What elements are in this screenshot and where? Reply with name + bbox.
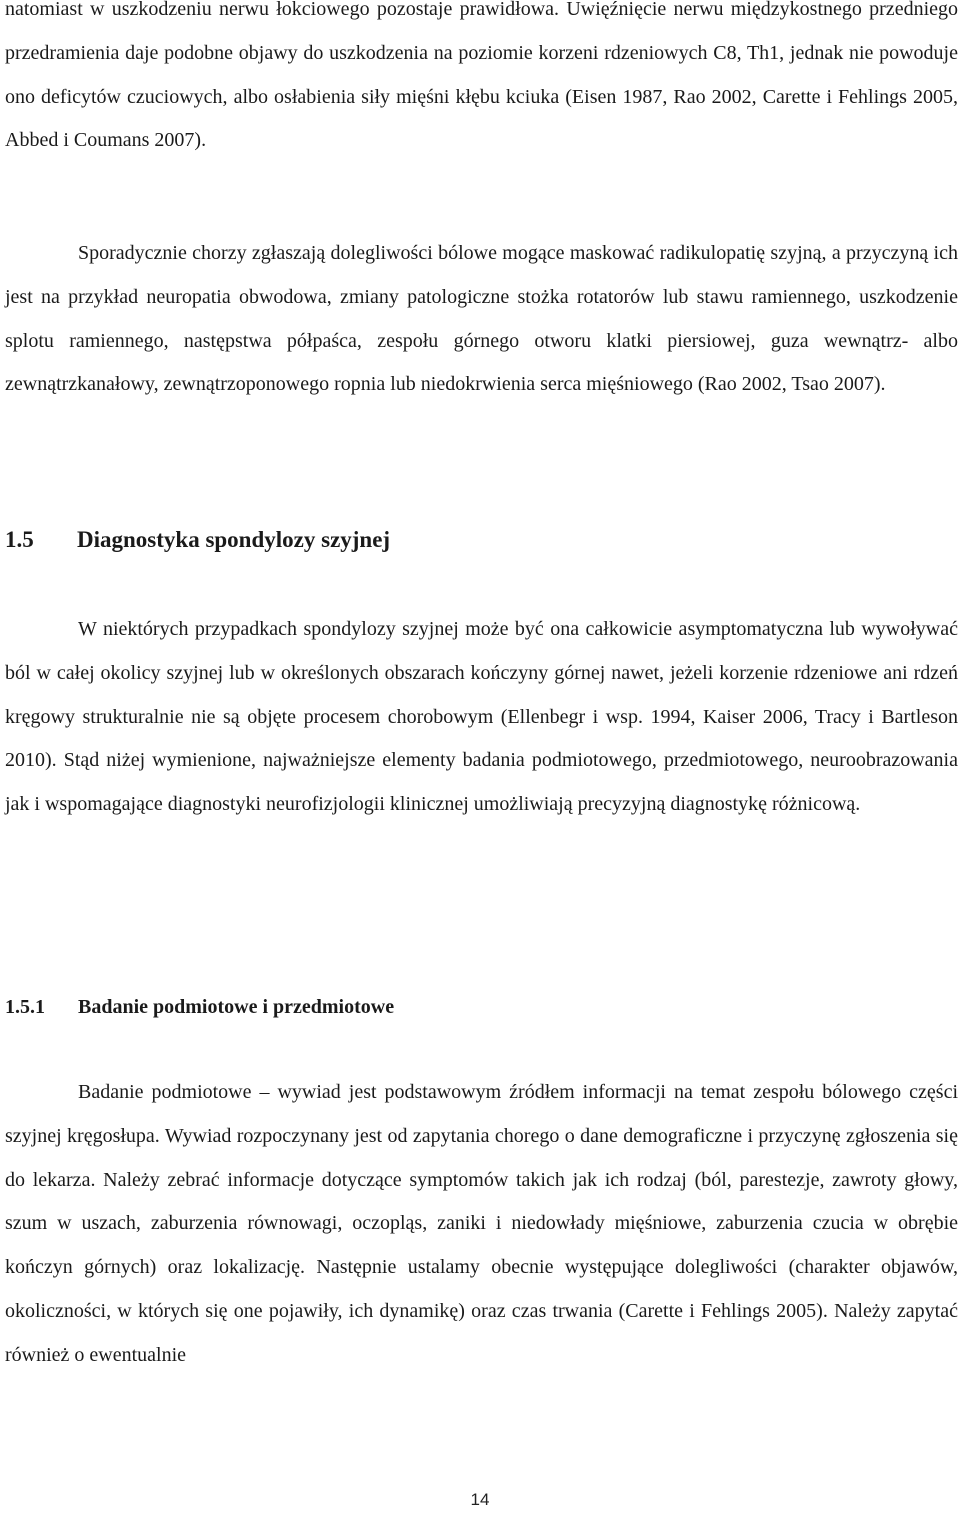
subsection-number: 1.5.1: [5, 996, 45, 1018]
subsection-heading: [5, 996, 394, 1019]
page-number: 14: [470, 1490, 490, 1509]
paragraph-diagnostics: W niektórych przypadkach spondylozy szyjnej może być ona całkowicie asymptomatyczna lub wywoływać ból w całej okolicy szyjnej lub w określonych obszarach kończyny górnej nawet, jeżeli korzenie rdzeniowe ani rdzeń kręgowy strukturalnie nie są objęte procesem chorobowym (Ellenbegr i wsp. 1994, Kaiser 2006, Tracy i Bartleson 2010). Stąd niżej wymienione, najważniejsze elementy badania podmiotowego, przedmiotowego, neuroobrazowania jak i wspomagające diagnostyki neurofizjologii klinicznej umożliwiają precyzyjną diagnostykę różnicową.: [5, 618, 958, 816]
section-number: 1.5: [5, 527, 34, 552]
paragraph-subjective-exam: Badanie podmiotowe – wywiad jest podstawowym źródłem informacji na temat zespołu bólowego części szyjnej kręgosłupa. Wywiad rozpoczynany jest od zapytania chorego o dane demograficzne i przyczynę zgłoszenia się do lekarza. Należy zebrać informacje dotyczące symptomów takich jak ich rodzaj (ból, parestezje, zawroty głowy, szum w uszach, zaburzenia równowagi, oczopląs, zaniki i niedowłady mięśniowe, zaburzenia czucia w obrębie kończyn górnych) oraz lokalizację. Następnie ustalamy obecnie występujące dolegliwości (charakter objawów, okoliczności, w których się one pojawiły, ich dynamikę) oraz czas trwania (Carette i Fehlings 2005). Należy zapytać również o ewentualnie: [5, 1081, 958, 1366]
section-title: Diagnostyka spondylozy szyjnej: [77, 527, 391, 552]
section-heading: [5, 527, 390, 553]
subsection-title: Badanie podmiotowe i przedmiotowe: [78, 996, 395, 1018]
paragraph-continuation: natomiast w uszkodzeniu nerwu łokciowego pozostaje prawidłowa. Uwięźnięcie nerwu międzykostnego przedniego przedramienia daje podobne objawy do uszkodzenia na poziomie korzeni rdzeniowych C8, Th1, jednak nie powoduje ono deficytów czuciowych, albo osłabienia siły mięśni kłębu kciuka (Eisen 1987, Rao 2002, Carette i Fehlings 2005, Abbed i Coumans 2007).: [5, 0, 958, 152]
paragraph-differential-pain: Sporadycznie chorzy zgłaszają dolegliwości bólowe mogące maskować radikulopatię szyjną, a przyczyną ich jest na przykład neuropatia obwodowa, zmiany patologiczne stożka rotatorów lub stawu ramiennego, uszkodzenie splotu ramiennego, następstwa półpaśca, zespołu górnego otworu klatki piersiowej, guza wewnątrz- albo zewnątrzkanałowy, zewnątrzoponowego ropnia lub niedokrwienia serca mięśniowego (Rao 2002, Tsao 2007).: [5, 242, 958, 396]
